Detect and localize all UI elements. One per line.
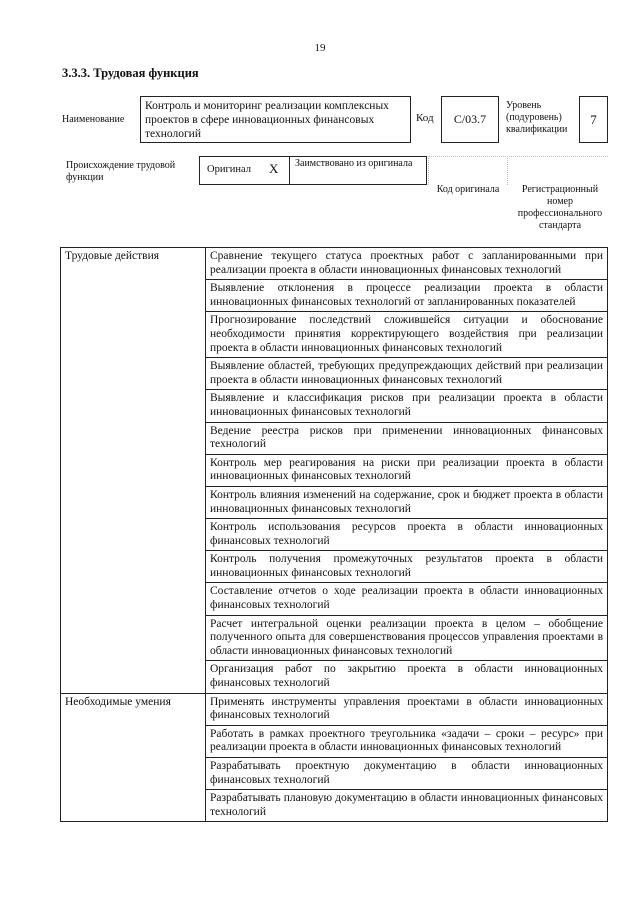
list-item: Работать в рамках проектного треугольника «задачи – сроки – ресурс» при реализации проекта в области инновационных финансовых технологий bbox=[206, 725, 608, 757]
section-title-skills: Необходимые умения bbox=[61, 693, 206, 822]
borrowed-label: Заимствовано из оригинала bbox=[295, 158, 413, 169]
list-item: Контроль влияния изменений на содержание, срок и бюджет проекта в области инновационных финансовых технологий bbox=[206, 486, 608, 518]
page-number: 19 bbox=[314, 42, 326, 54]
list-item: Применять инструменты управления проектами в области инновационных финансовых технологий bbox=[206, 693, 608, 725]
list-item: Прогнозирование последствий сложившейся ситуации и обоснование необходимости принятия корректирующего воздействия при реализации проекта в области инновационных финансовых технологий bbox=[206, 312, 608, 358]
name-label: Наименование bbox=[62, 114, 125, 125]
list-item: Разрабатывать проектную документацию в области инновационных финансовых технологий bbox=[206, 758, 608, 790]
code-label: Код bbox=[416, 112, 434, 124]
list-item: Выявление и классификация рисков при реализации проекта в области инновационных финансовых технологий bbox=[206, 390, 608, 422]
list-item: Выявление областей, требующих предупреждающих действий при реализации проекта в области инновационных финансовых технологий bbox=[206, 358, 608, 390]
list-item: Ведение реестра рисков при применении инновационных финансовых технологий bbox=[206, 422, 608, 454]
original-mark: X bbox=[269, 161, 279, 176]
list-item: Контроль использования ресурсов проекта в области инновационных финансовых технологий bbox=[206, 519, 608, 551]
section-title-actions: Трудовые действия bbox=[61, 248, 206, 694]
origin-label: Происхождение трудовой функции bbox=[66, 160, 176, 183]
reg-number-label: Регистрационный номер профессионального стандарта bbox=[517, 184, 603, 231]
origin-row bbox=[199, 156, 608, 185]
original-code-label: Код оригинала bbox=[436, 184, 500, 195]
list-item: Составление отчетов о ходе реализации проекта в области инновационных финансовых технологий bbox=[206, 583, 608, 615]
table-row bbox=[61, 248, 608, 280]
function-name-field: Контроль и мониторинг реализации комплексных проектов в сфере инновационных финансовых технологий bbox=[140, 96, 411, 143]
section-title: 3.3.3. Трудовая функция bbox=[62, 66, 199, 80]
list-item: Организация работ по закрытию проекта в области инновационных финансовых технологий bbox=[206, 661, 608, 693]
level-label: Уровень (подуровень) квалификации bbox=[506, 100, 568, 135]
code-field: С/03.7 bbox=[441, 96, 499, 143]
list-item: Контроль мер реагирования на риски при реализации проекта в области инновационных финансовых технологий bbox=[206, 454, 608, 486]
list-item: Разрабатывать плановую документацию в области инновационных финансовых технологий bbox=[206, 790, 608, 822]
level-field: 7 bbox=[579, 96, 608, 143]
functions-table bbox=[60, 247, 608, 822]
original-label: Оригинал bbox=[207, 164, 251, 175]
table-row bbox=[61, 693, 608, 725]
list-item: Расчет интегральной оценки реализации проекта в целом – обобщение полученного опыта для совершенствования процессов управления проектами в области инновационных финансовых технологий bbox=[206, 615, 608, 661]
list-item: Выявление отклонения в процессе реализации проекта в области инновационных финансовых технологий от запланированных показателей bbox=[206, 280, 608, 312]
list-item: Сравнение текущего статуса проектных работ с запланированными при реализации проекта в области инновационных финансовых технологий bbox=[206, 248, 608, 280]
list-item: Контроль получения промежуточных результатов проекта в области инновационных финансовых технологий bbox=[206, 551, 608, 583]
